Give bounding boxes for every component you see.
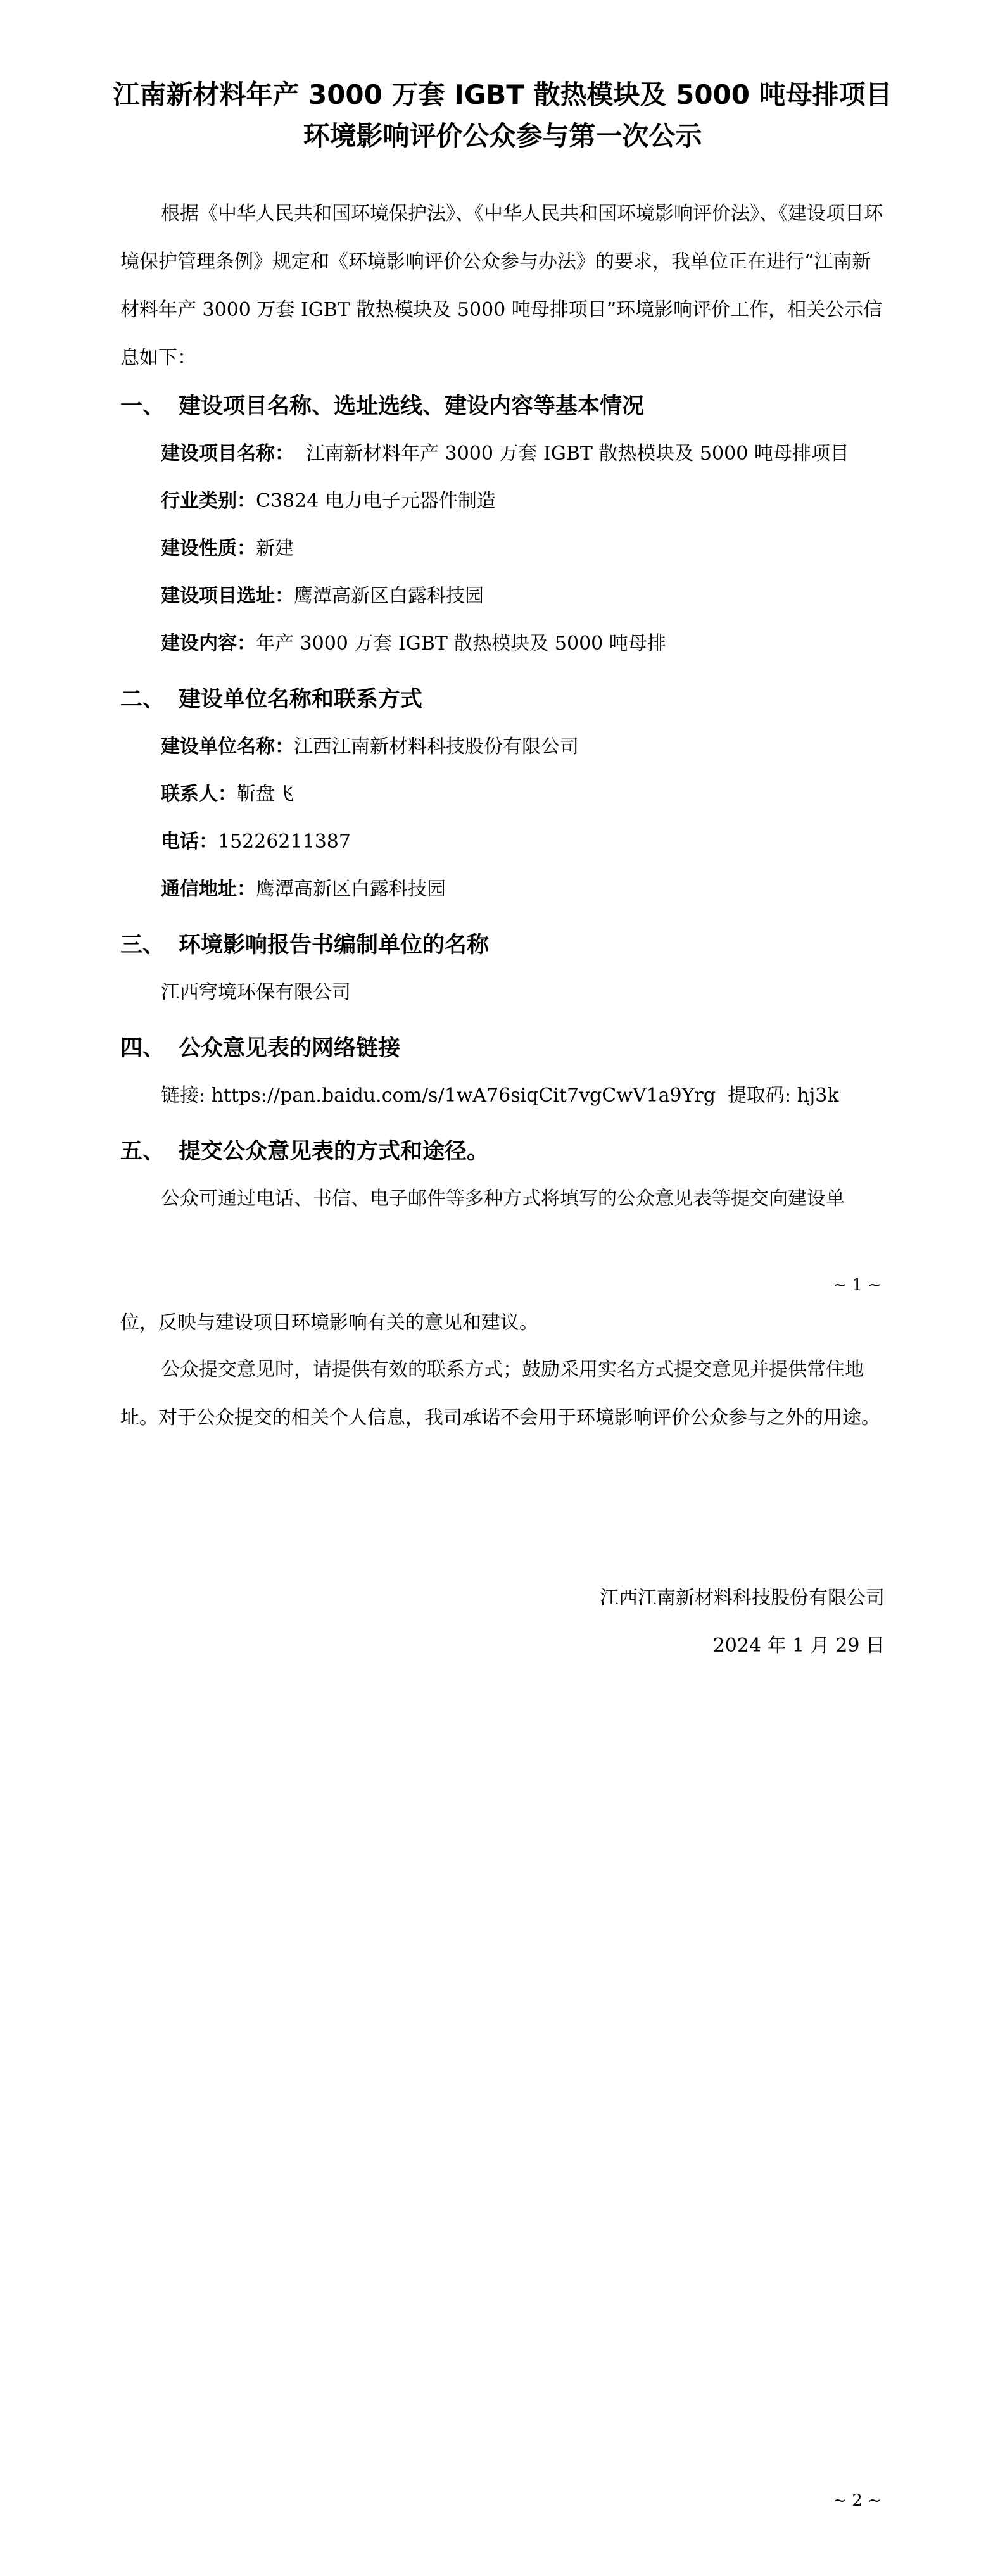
section-2-number: 二、 [120, 687, 165, 712]
section-4-heading [120, 1034, 400, 1062]
field-label: 行业类别： [161, 490, 256, 512]
field-label: 联系人： [161, 783, 237, 805]
field-value: C3824 电力电子元器件制造 [256, 490, 496, 512]
signature-date: 2024 年 1 月 29 日 [712, 1635, 885, 1657]
section-5-title: 提交公众意见表的方式和途径。 [179, 1139, 490, 1164]
section-1-title: 建设项目名称、选址选线、建设内容等基本情况 [179, 394, 645, 419]
field-label: 建设项目名称： [161, 443, 294, 465]
personal-info-paragraph: 公众提交意见时，请提供有效的联系方式；鼓励采用实名方式提交意见并提供常住地址。对于公众提交的相关个人信息，我司承诺不会用于环境影响评价公众参与之外的用途。 [120, 1359, 880, 1429]
section-1-number: 一、 [120, 394, 165, 419]
page-number-2: ~ 2 ~ [833, 2491, 882, 2510]
field-value: 年产 3000 万套 IGBT 散热模块及 5000 吨母排 [256, 632, 666, 655]
submission-method-line-1: 公众可通过电话、书信、电子邮件等多种方式将填写的公众意见表等提交向建设单 [161, 1188, 845, 1210]
signature-company: 江西江南新材料科技股份有限公司 [600, 1587, 885, 1609]
address-row [161, 877, 446, 902]
field-value: 鹰潭高新区白露科技园 [256, 878, 446, 900]
phone-row [161, 829, 351, 855]
section-2-title: 建设单位名称和联系方式 [179, 687, 423, 712]
section-3-title: 环境影响报告书编制单位的名称 [179, 933, 490, 958]
section-5-number: 五、 [120, 1139, 165, 1164]
field-label: 通信地址： [161, 878, 256, 900]
construction-nature-row [161, 536, 294, 562]
intro-paragraph: 根据《中华人民共和国环境保护法》、《中华人民共和国环境影响评价法》、《建设项目环境保护管理条例》规定和《环境影响评价公众参与办法》的要求，我单位正在进行“江南新材料年产 3000 万套 IGBT 散热模块及 5000 吨母排项目”环境影响评价工作，相关公示信息如下： [120, 203, 883, 369]
document-title-line-1: 江南新材料年产 3000 万套 IGBT 散热模块及 5000 吨母排项目 [113, 79, 892, 110]
field-value: 新建 [256, 537, 294, 560]
section-2-heading [120, 686, 422, 713]
industry-category-row [161, 489, 496, 514]
field-value: 江南新材料年产 3000 万套 IGBT 散热模块及 5000 吨母排项目 [294, 443, 849, 465]
submission-method-line-2: 位，反映与建设项目环境影响有关的意见和建议。 [120, 1312, 538, 1334]
field-label: 建设性质： [161, 537, 256, 560]
field-value: 江西江南新材料科技股份有限公司 [294, 736, 579, 758]
builder-name-row [161, 734, 579, 760]
project-name-row [161, 441, 849, 467]
field-value: 靳盘飞 [237, 783, 294, 805]
construction-content-row [161, 631, 666, 657]
field-label: 建设内容： [161, 632, 256, 655]
report-preparer-name: 江西穹境环保有限公司 [161, 981, 351, 1003]
field-label: 建设单位名称： [161, 736, 294, 758]
section-3-heading [120, 931, 489, 959]
field-value: 15226211387 [218, 831, 351, 853]
contact-person-row [161, 782, 294, 807]
section-3-number: 三、 [120, 933, 165, 958]
section-5-heading [120, 1138, 489, 1165]
section-4-number: 四、 [120, 1036, 165, 1061]
project-site-row [161, 584, 484, 609]
document-title-line-2: 环境影响评价公众参与第一次公示 [303, 120, 702, 151]
field-label: 电话： [161, 831, 218, 853]
field-value: 鹰潭高新区白露科技园 [294, 585, 484, 607]
section-4-title: 公众意见表的网络链接 [179, 1036, 401, 1061]
opinion-form-link[interactable]: 链接: https://pan.baidu.com/s/1wA76siqCit7vgCwV1a9Yrg 提取码: hj3k [161, 1084, 839, 1107]
page-number-1: ~ 1 ~ [833, 1276, 882, 1295]
section-1-heading [120, 393, 644, 420]
field-label: 建设项目选址： [161, 585, 294, 607]
